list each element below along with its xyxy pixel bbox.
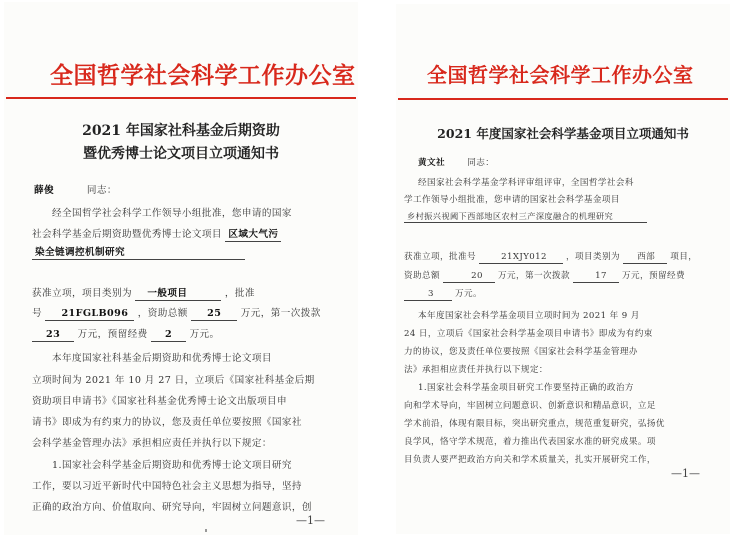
page-number: —1— bbox=[671, 467, 700, 480]
body-line: 1.国家社会科学基金项目研究工作要坚持正确的政治方 bbox=[418, 383, 634, 393]
paragraph-line: 23 万元，预留经费 2 万元。 bbox=[32, 326, 220, 342]
paragraph-line: 学工作领导小组批准，您申请的国家社会科学基金项目 bbox=[404, 195, 620, 205]
paragraph-line: 经全国哲学社会科学工作领导小组批准，您申请的国家 bbox=[52, 208, 292, 219]
project-category: 一般项目 bbox=[135, 288, 221, 301]
document-title-line-2: 暨优秀博士论文项目立项通知书 bbox=[83, 146, 279, 162]
paragraph-line: 经国家社会科学基金学科评审组评审，全国哲学社会科 bbox=[418, 178, 634, 188]
project-title-cont: 染全链调控机制研究 bbox=[32, 247, 245, 260]
body-line: 24 日，立项后《国家社会科学基金项目申请书》即成为有约束 bbox=[404, 329, 653, 339]
paragraph-line: 获准立项，批准号 21XJY012 ，项目类别为 西部 项目， bbox=[404, 252, 698, 262]
first-grant: 23 bbox=[32, 329, 74, 342]
paragraph-line bbox=[32, 247, 245, 260]
document-title: 2021 年度国家社会科学基金项目立项通知书 bbox=[437, 126, 689, 141]
project-category: 西部 bbox=[623, 251, 667, 264]
paragraph-line: 获准立项，项目类别为 一般项目 ，批准 bbox=[32, 288, 255, 299]
body-line: 目负责人要严把政治方向关和学术质量关，扎实开展研究工作， bbox=[404, 455, 656, 465]
paragraph-line bbox=[404, 210, 647, 223]
page-number: —1— bbox=[296, 514, 325, 527]
body-line: 资助项目申请书》《国家社科基金优秀博士论文出版项目申 bbox=[32, 396, 288, 407]
header-red-rule bbox=[6, 97, 356, 99]
office-header: 全国哲学社会科学工作办公室 bbox=[427, 63, 694, 87]
project-title: 乡村振兴视阈下西部地区农村三产深度融合的机理研究 bbox=[404, 210, 647, 223]
right-notice-page bbox=[396, 4, 730, 534]
paragraph-line: 社会科学基金后期资助暨优秀博士论文项目 区域大气污 bbox=[32, 226, 281, 242]
body-line: 正确的政治方向、价值取向、研究导向，牢固树立问题意识，创 bbox=[32, 502, 312, 513]
body-line: 本年度国家社科基金后期资助和优秀博士论文项目 bbox=[52, 353, 272, 364]
office-header: 全国哲学社会科学工作办公室 bbox=[50, 62, 356, 89]
salutation: 同志： bbox=[86, 185, 117, 196]
paragraph-line: 资助总额 20 万元，第一次拨款 17 万元，预留经费 bbox=[404, 271, 685, 281]
addressee-line bbox=[418, 156, 494, 168]
salutation: 同志： bbox=[467, 158, 495, 168]
scan-speck bbox=[205, 529, 207, 532]
document-title-line-1: 2021 年国家社科基金后期资助 bbox=[82, 123, 280, 139]
left-notice-page bbox=[4, 2, 358, 535]
reserve-funding: 3 bbox=[404, 288, 452, 301]
approval-number: 21FGLB096 bbox=[45, 308, 134, 321]
body-line: 1.国家社会科学基金后期资助和优秀博士论文项目研究 bbox=[52, 460, 292, 471]
addressee-name: 薛俊 bbox=[34, 185, 54, 196]
reserve-funding: 2 bbox=[151, 329, 186, 342]
first-grant: 17 bbox=[573, 270, 619, 283]
body-line: 会科学基金管理办法》承担相应责任并执行以下规定： bbox=[32, 438, 272, 449]
body-line: 良学风，恪守学术规范，着力推出代表国家水准的研究成果。项 bbox=[404, 437, 656, 447]
body-line: 工作，要以习近平新时代中国特色社会主义思想为指导，坚持 bbox=[32, 481, 302, 492]
paragraph-line: 3 万元。 bbox=[404, 287, 482, 301]
body-line: 力的协议，您及责任单位要按照《国家社会科学基金管理办 bbox=[404, 347, 638, 357]
addressee-name: 黄文社 bbox=[418, 158, 445, 168]
body-line: 法》承担相应责任并执行以下规定： bbox=[404, 365, 548, 375]
total-funding: 25 bbox=[191, 308, 237, 321]
body-line: 请书》即成为有约束力的协议，您及责任单位要按照《国家社 bbox=[32, 417, 302, 428]
paragraph-line: 号 21FGLB096 ，资助总额 25 万元，第一次拨款 bbox=[32, 308, 321, 319]
total-funding: 20 bbox=[443, 270, 495, 283]
body-line: 学术前沿，体现有限目标，突出研究重点，规范重复研究，弘扬优 bbox=[404, 419, 665, 429]
body-line: 本年度国家社会科学基金项目立项时间为 2021 年 9 月 bbox=[418, 311, 640, 321]
body-line: 向和学术导向，牢固树立问题意识、创新意识和精品意识，立足 bbox=[404, 401, 656, 411]
approval-number: 21XJY012 bbox=[479, 251, 563, 264]
addressee-line bbox=[34, 182, 117, 196]
page-gutter bbox=[360, 0, 394, 537]
body-line: 立项时间为 2021 年 10 月 27 日，立项后《国家社科基金后期 bbox=[32, 375, 315, 386]
header-red-rule bbox=[398, 98, 728, 100]
project-title: 区域大气污 bbox=[225, 229, 281, 242]
